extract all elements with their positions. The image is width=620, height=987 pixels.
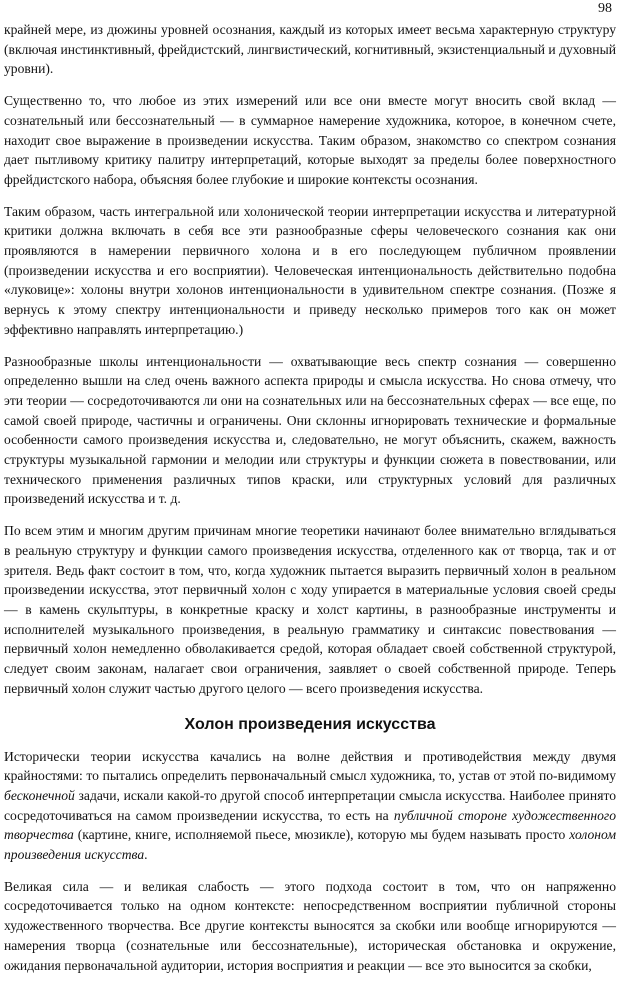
page-number: 98	[598, 1, 612, 16]
section-paragraph-1	[4, 747, 616, 865]
text-run: (картине, книге, исполняемой пьесе, мюзикле), которую мы будем называть просто	[73, 827, 570, 843]
italic-text-run: холоном произведения искусства	[4, 827, 616, 863]
text-run: Исторически теории искусства качались на волне действия и противодействия между двумя крайностями: то пытались определить первоначальный смысл художника, то, устав от этой по-видимому	[4, 748, 616, 784]
paragraph-4: Разнообразные школы интенциональности — охватывающие весь спектр сознания — совершенно определенно вышли на след очень важного аспекта природы и смысла искусства. Но снова отмечу, что эти теории — сосредоточиваются ли они на сознательных или на бессознательных сферах — все еще, по самой своей природе, частичны и ограничены. Они склонны игнорировать технические и формальные особенности самого произведения искусства и, следовательно, не могут объяснить, скажем, важность структуры музыкальной гармонии и мелодии или структуры и функции сюжета в повествовании, или технического применения различных типов краски, или структурных условий для различных произведений искусства и т. д.	[4, 353, 616, 507]
section-heading: Холон произведения искусства	[184, 715, 436, 733]
paragraph-5: По всем этим и многим другим причинам многие теоретики начинают более внимательно вглядываться в реальную структуру и функции самого произведения искусства, отделенного как от творца, так и от зрителя. Ведь факт состоит в том, что, когда художник пытается выразить первичный холон в реальном произведении искусства, этот первичный холон с ходу упирается в материальные условия своей среды — в камень скульптуры, в конкретные краску и холст картины, в разнообразные инструменты и исполнителей музыкального произведения, в реальную грамматику и синтаксис повествования — первичный холон немедленно обволакивается средой, которая обладает своей собственной структурой, следует своим законам, налагает свои ограничения, заявляет о своей собственной природе. Теперь первичный холон служит частью другого целого — всего произведения искусства.	[4, 523, 616, 696]
text-run: задачи, искали какой-то другой способ интерпретации смысла искусства. Наиболее принято сосредоточиваться на самом произведении искусства, то есть на	[4, 787, 616, 823]
text-run: .	[144, 847, 148, 863]
paragraph-3: Таким образом, часть интегральной или холонической теории интерпретации искусства и литературной критики должна включать в себя все эти разнообразные сферы человеческого сознания как они проявляются в намерении первичного холона и в его последующем публичном проявлении (произведении искусства и его восприятии). Человеческая интенциональность действительно подобна «луковице»: холоны внутри холонов интенциональности в удивительном спектре сознания. (Позже я вернусь к этому спектру интенциональности и приведу несколько примеров того как он может эффективно направлять интерпретацию.)	[4, 203, 616, 337]
paragraph-1: крайней мере, из дюжины уровней осознания, каждый из которых имеет весьма характерную структуру (включая инстинктивный, фрейдистский, лингвистический, когнитивный, экзистенциальный и духовный уровни).	[4, 22, 616, 77]
page-body	[4, 20, 616, 987]
section-paragraph-2: Великая сила — и великая слабость — этого подхода состоит в том, что он напряженно сосредоточивается только на одном контексте: непосредственном восприятии публичной стороны художественного творчества. Все другие контексты выносятся за скобки или вообще игнорируются — намерения творца (сознательные или бессознательные), историческая обстановка и окружение, ожидания первоначальной аудитории, история восприятия и реакции — все это выносится за скобки,	[4, 878, 616, 973]
italic-text-run: бесконечной	[4, 787, 75, 803]
paragraph-2: Существенно то, что любое из этих измерений или все они вместе могут вносить свой вклад — сознательный или бессознательный — в суммарное намерение художника, которое, в конечном счете, находит свое выражение в произведении искусства. Таким образом, знакомство со спектром сознания дает пытливому критику палитру интерпретаций, которые выходят за пределы более поверхностного фрейдистского набора, объясняя более глубокие и широкие контексты осознания.	[4, 93, 616, 187]
italic-text-run: публичной стороне художественного творчества	[4, 807, 616, 843]
